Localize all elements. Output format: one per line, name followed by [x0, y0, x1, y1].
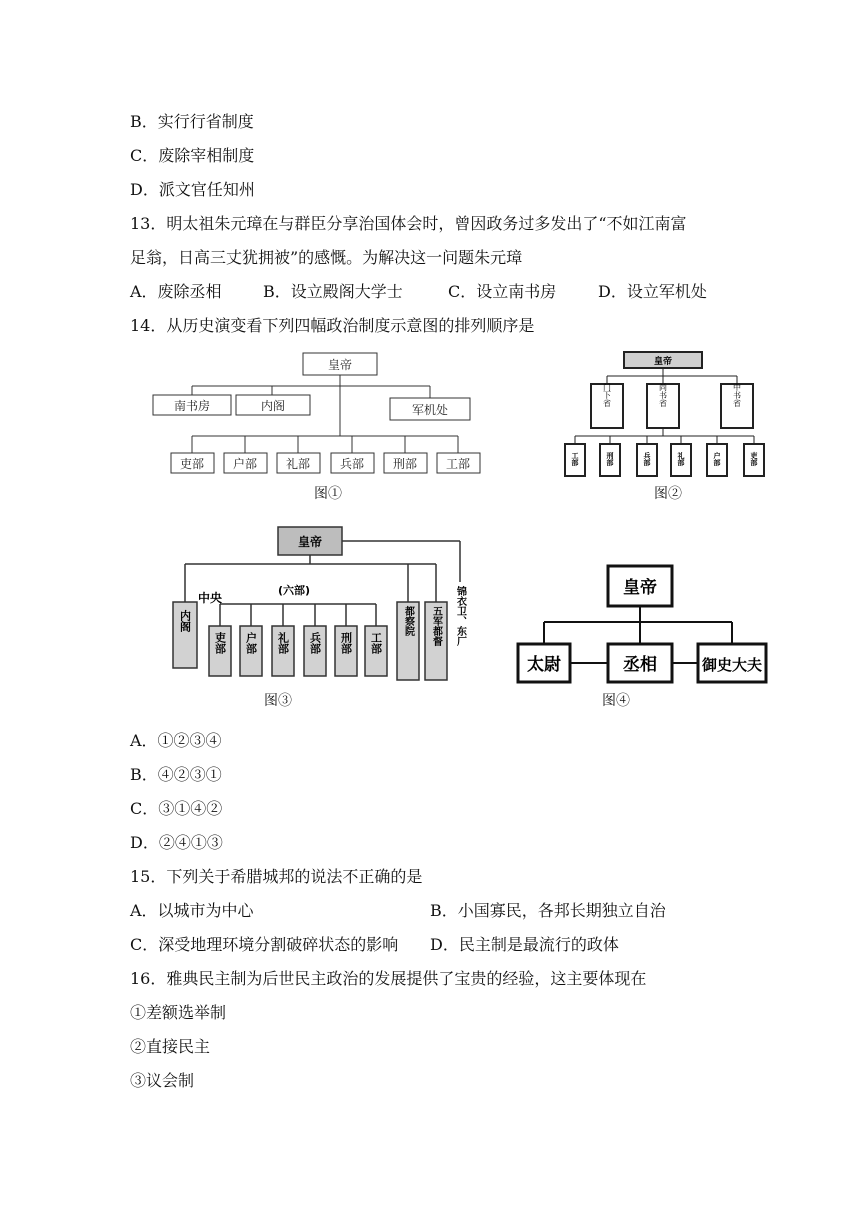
q16-item-2: ②直接民主: [130, 1037, 211, 1056]
q16-item-3: ③议会制: [130, 1071, 195, 1090]
fig2-ministry: 刑部: [606, 452, 614, 466]
option-d-q12: D．派文官任知州: [130, 180, 255, 199]
q14-option-d: D．②④①③: [130, 833, 223, 852]
q14-option-b: B．④②③①: [130, 765, 222, 784]
fig2-ministry: 吏部: [750, 452, 758, 466]
q15-option-b: B．小国寡民，各邦长期独立自治: [430, 901, 666, 920]
fig3-emperor: 皇帝: [297, 535, 323, 549]
question-13-line1: 13．明太祖朱元璋在与群臣分享治国体会时，曾因政务过多发出了“不如江南富: [130, 214, 687, 233]
figure-1-diagram: [148, 348, 488, 478]
fig2-department: 中书省: [732, 383, 742, 407]
q14-option-c: C．③①④②: [130, 799, 223, 818]
fig4-official: 太尉: [527, 655, 561, 675]
fig1-caption: 图①: [314, 486, 342, 502]
fig3-other: 锦衣卫、东厂: [454, 586, 466, 646]
fig3-ministry: 吏部: [213, 632, 227, 654]
fig4-caption: 图④: [602, 693, 630, 709]
q15-option-d: D．民主制是最流行的政体: [430, 935, 619, 954]
fig1-ministry: 刑部: [392, 457, 418, 471]
fig1-office: 军机处: [411, 403, 449, 417]
fig3-ministry: 礼部: [276, 632, 290, 654]
fig3-cabinet: 内阁: [178, 610, 192, 632]
fig4-official: 御史大夫: [701, 656, 763, 674]
fig1-ministry: 礼部: [285, 457, 311, 471]
option-b-q12: B．实行行省制度: [130, 112, 254, 131]
q13-option-d: D．设立军机处: [598, 282, 707, 301]
fig4-official: 丞相: [623, 655, 657, 675]
option-c-q12: C．废除宰相制度: [130, 146, 255, 165]
fig1-office: 南书房: [173, 399, 211, 413]
fig2-ministry: 户部: [713, 452, 721, 466]
fig2-department: 尚书省: [658, 383, 668, 407]
fig3-central-label: 中央: [198, 591, 223, 605]
fig2-ministry: 兵部: [643, 452, 651, 466]
q15-option-c: C．深受地理环境分割破碎状态的影响: [130, 935, 399, 954]
figure-4-diagram: [514, 562, 770, 686]
fig2-ministry: 礼部: [677, 452, 685, 466]
fig3-caption: 图③: [264, 693, 292, 709]
q13-option-c: C．设立南书房: [448, 282, 557, 301]
fig2-ministry: 工部: [571, 452, 579, 466]
fig3-ministry: 工部: [369, 632, 383, 654]
figure-2-diagram: [560, 348, 772, 480]
fig2-department: 门下省: [602, 383, 612, 407]
fig1-ministry: 户部: [232, 457, 258, 471]
q15-option-a: A．以城市为中心: [130, 901, 254, 920]
fig3-ministry: 户部: [244, 632, 258, 654]
fig3-ministry: 兵部: [308, 632, 322, 654]
fig2-caption: 图②: [654, 486, 682, 502]
q13-option-a: A．废除丞相: [130, 282, 222, 301]
fig2-emperor: 皇帝: [653, 357, 673, 367]
fig1-ministry: 兵部: [339, 457, 365, 471]
fig1-emperor: 皇帝: [327, 358, 353, 372]
question-16: 16．雅典民主制为后世民主政治的发展提供了宝贵的经验，这主要体现在: [130, 969, 647, 988]
fig1-office: 内阁: [260, 399, 286, 413]
fig1-ministry: 吏部: [179, 457, 205, 471]
fig1-ministry: 工部: [445, 457, 471, 471]
question-15: 15．下列关于希腊城邦的说法不正确的是: [130, 867, 423, 886]
fig3-other: 五军都督: [430, 606, 442, 646]
q16-item-1: ①差额选举制: [130, 1003, 227, 1022]
question-14: 14．从历史演变看下列四幅政治制度示意图的排列顺序是: [130, 316, 535, 335]
fig3-other: 都察院: [402, 606, 414, 636]
question-13-line2: 足翁，日高三丈犹拥被”的感慨。为解决这一问题朱元璋: [130, 248, 523, 267]
q14-option-a: A．①②③④: [130, 731, 222, 750]
fig4-emperor: 皇帝: [623, 578, 657, 598]
fig3-ministry: 刑部: [339, 632, 353, 654]
figure-3-diagram: [168, 522, 478, 684]
q13-option-b: B．设立殿阁大学士: [263, 282, 403, 301]
fig3-six-label: (六部): [278, 584, 311, 597]
